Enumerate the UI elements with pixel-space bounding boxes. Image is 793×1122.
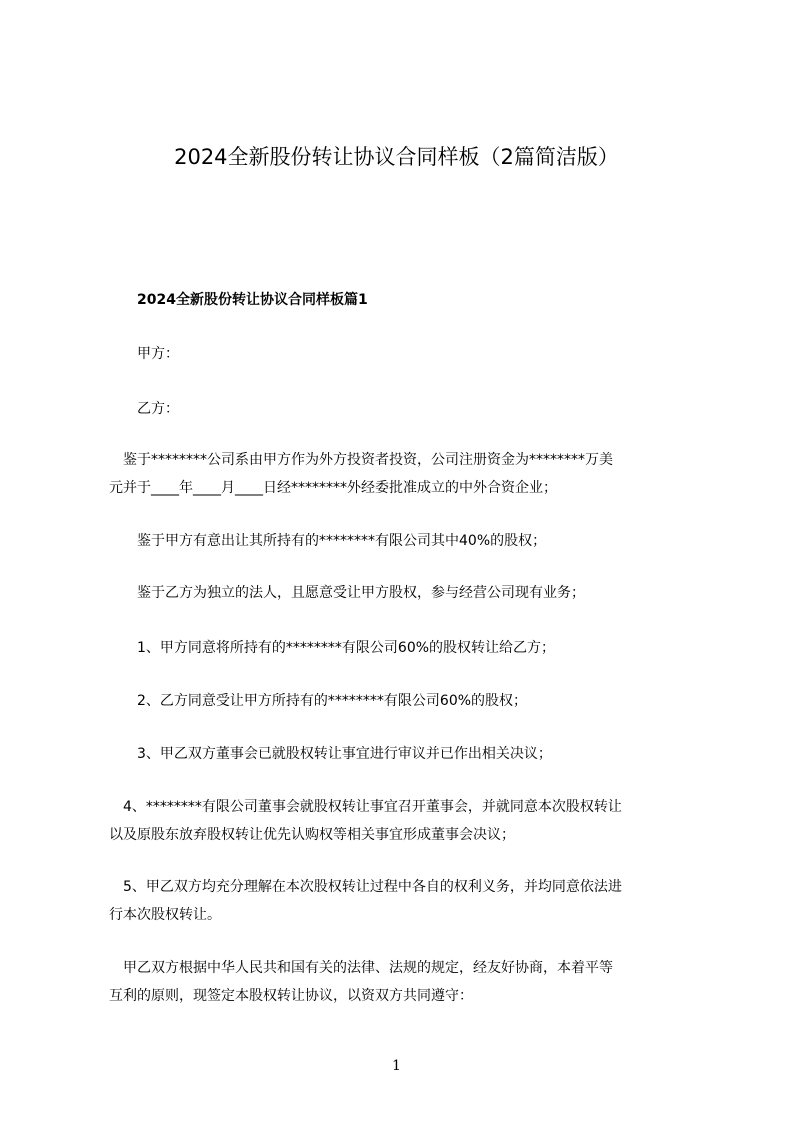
closing-paragraph — [109, 954, 693, 1010]
party-b-label: 乙方： — [137, 401, 179, 417]
item-4-line-2: 以及原股东放弃股权转让优先认购权等相关事宜形成董事会决议； — [109, 827, 515, 843]
list-item-4 — [109, 793, 693, 849]
list-item-3: 3、甲乙双方董事会已就股权转让事宜进行审议并已作出相关决议； — [137, 746, 552, 762]
recital-1-line-1: 鉴于********公司系由甲方作为外方投资者投资，公司注册资金为********万美 — [109, 452, 613, 468]
list-item-5 — [109, 873, 693, 929]
document-title: 2024全新股份转让协议合同样板（2篇简洁版） — [174, 145, 619, 169]
party-a-label: 甲方： — [137, 346, 179, 362]
section-heading: 2024全新股份转让协议合同样板篇1 — [137, 292, 368, 308]
recital-1-line-2: 元并于____年____月____日经********外经委批准成立的中外合资企业； — [109, 480, 557, 496]
item-5-line-2: 行本次股权转让。 — [109, 907, 221, 923]
list-item-1: 1、甲方同意将所持有的********有限公司60%的股权转让给乙方； — [137, 640, 556, 656]
recital-paragraph-1 — [109, 446, 693, 502]
closing-line-2: 互利的原则，现签定本股权转让协议，以资双方共同遵守： — [109, 988, 473, 1004]
recital-paragraph-2: 鉴于甲方有意出让其所持有的********有限公司其中40%的股权； — [137, 533, 547, 549]
closing-line-1: 甲乙双方根据中华人民共和国有关的法律、法规的规定，经友好协商，本着平等 — [109, 960, 613, 976]
item-4-line-1: 4、********有限公司董事会就股权转让事宜召开董事会，并就同意本次股权转让 — [109, 799, 622, 815]
item-5-line-1: 5、甲乙双方均充分理解在本次股权转让过程中各自的权利义务，并均同意依法进 — [109, 879, 622, 895]
page-number: 1 — [392, 1058, 401, 1074]
recital-paragraph-3: 鉴于乙方为独立的法人，且愿意受让甲方股权，参与经营公司现有业务； — [137, 585, 585, 601]
list-item-2: 2、乙方同意受让甲方所持有的********有限公司60%的股权； — [137, 693, 528, 709]
